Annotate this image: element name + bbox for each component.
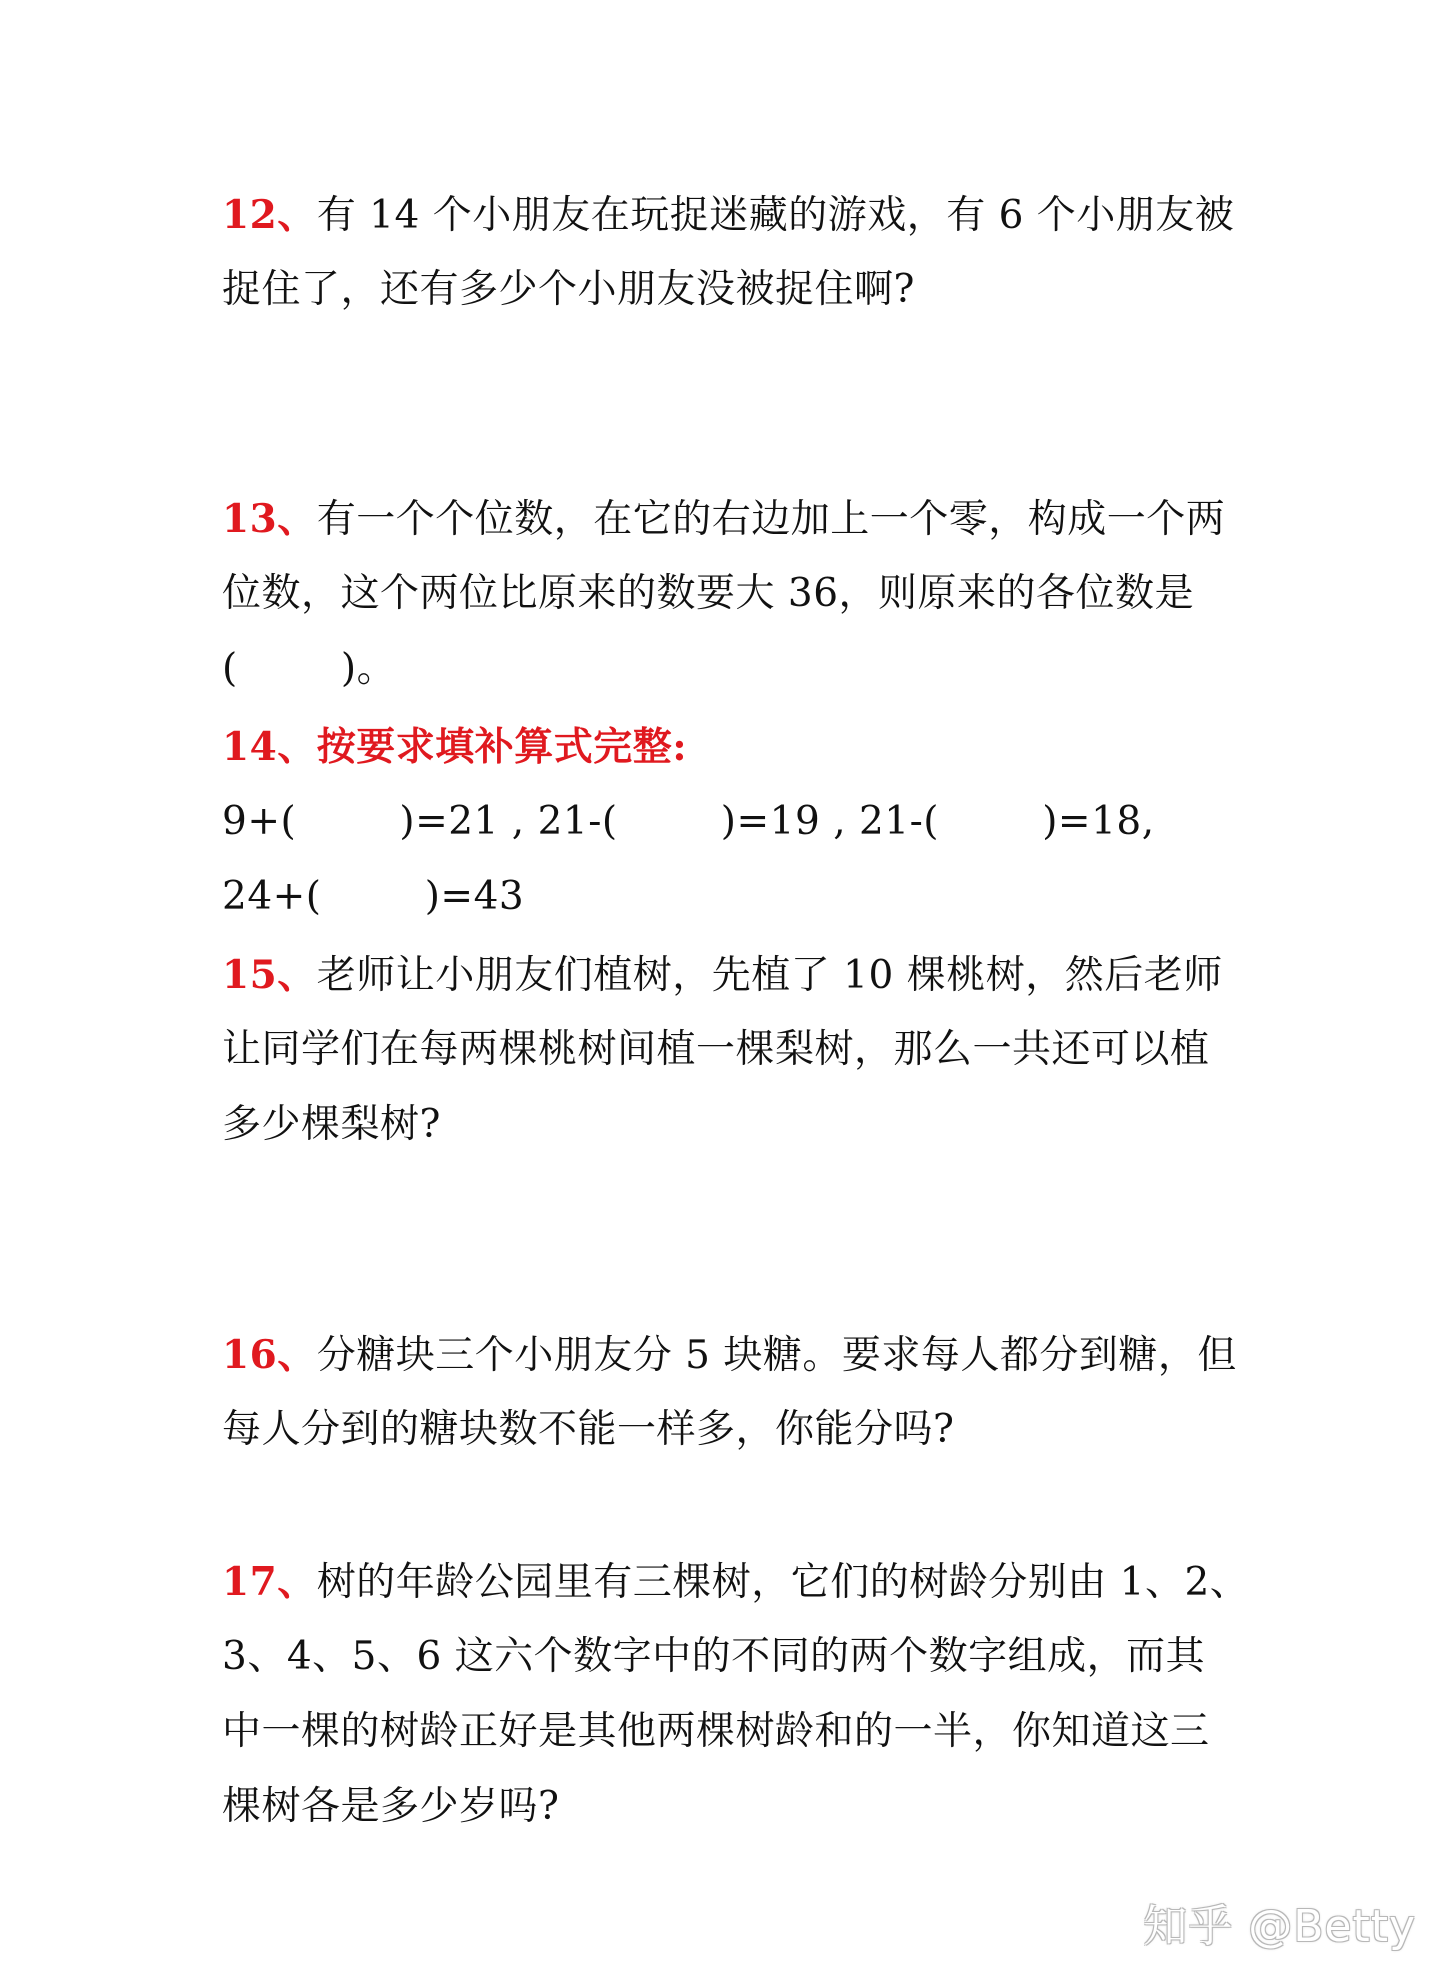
problem-12-number: 12、	[222, 192, 317, 238]
problem-12-text-1: 有 14 个小朋友在玩捉迷藏的游戏，有 6 个小朋友被	[316, 193, 1235, 238]
problem-16-line-1	[222, 1330, 1237, 1381]
problem-16-line-2: 每人分到的糖块数不能一样多，你能分吗?	[222, 1407, 955, 1452]
problem-15-text-1: 老师让小朋友们植树，先植了 10 棵桃树，然后老师	[316, 953, 1223, 998]
problem-17-line-4: 棵树各是多少岁吗?	[222, 1784, 560, 1829]
problem-17-line-1	[222, 1557, 1249, 1608]
problem-14-number: 14、	[222, 724, 317, 770]
problem-13-text-1: 有一个个位数，在它的右边加上一个零，构成一个两	[316, 497, 1226, 542]
problem-14-title: 按要求填补算式完整:	[316, 724, 688, 770]
problem-16-text-1: 分糖块三个小朋友分 5 块糖。要求每人都分到糖，但	[316, 1333, 1237, 1378]
problem-16-number: 16、	[222, 1332, 317, 1378]
problem-13-line-3: ( )。	[222, 646, 397, 691]
problem-14-line-1: 9+( )=21 , 21-( )=19 , 21-( )=18,	[222, 799, 1155, 844]
problem-14-line-2: 24+( )=43	[222, 874, 525, 919]
problem-12-line-2: 捉住了，还有多少个小朋友没被捉住啊?	[222, 267, 915, 312]
problem-14-heading	[222, 722, 687, 773]
problem-15-line-3: 多少棵梨树?	[222, 1102, 441, 1147]
problem-15-line-1	[222, 950, 1223, 1001]
problem-15-line-2: 让同学们在每两棵桃树间植一棵梨树，那么一共还可以植	[222, 1027, 1210, 1072]
zhihu-watermark: 知乎 @Betty	[1143, 1901, 1416, 1952]
problem-12-line-1	[222, 190, 1234, 241]
problem-13-number: 13、	[222, 496, 317, 542]
problem-13-line-1	[222, 494, 1225, 545]
problem-17-number: 17、	[222, 1559, 317, 1605]
problem-17-text-1: 树的年龄公园里有三棵树，它们的树龄分别由 1、2、	[316, 1560, 1250, 1605]
problem-15-number: 15、	[222, 952, 317, 998]
problem-17-line-3: 中一棵的树龄正好是其他两棵树龄和的一半，你知道这三	[222, 1709, 1210, 1754]
problem-17-line-2: 3、4、5、6 这六个数字中的不同的两个数字组成，而其	[222, 1634, 1206, 1679]
problem-13-line-2: 位数，这个两位比原来的数要大 36，则原来的各位数是	[222, 571, 1195, 616]
